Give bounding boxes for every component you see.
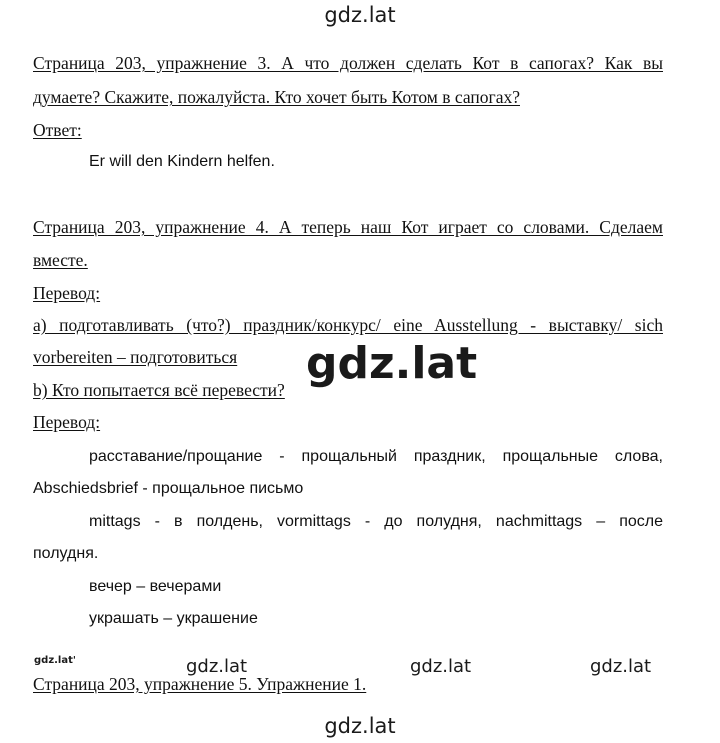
watermark-row-3: gdz.lat [590, 656, 652, 677]
watermark-top: gdz.lat [324, 3, 396, 27]
ex4-p1-line2: Abschiedsbrief - прощальное письмо [33, 480, 304, 497]
ex4-translation-label-2: Перевод: [33, 412, 101, 432]
ex3-answer: Er will den Kindern helfen. [89, 153, 275, 170]
watermark-center: gdz.lat [306, 338, 478, 389]
ex4-item-a-line2: vorbereiten – подготовиться [33, 347, 238, 367]
ex4-heading-line2: вместе. [33, 250, 88, 270]
ex4-item-a-line1: а) подготавливать (что?) праздник/конкурс/ eine Ausstellung - выставку/ sich [33, 315, 663, 335]
ex4-translation-label-1: Перевод: [33, 283, 101, 303]
ex4-p4: украшать – украшение [89, 610, 258, 627]
watermark-bottom: gdz.lat [324, 714, 396, 738]
watermark-row-2: gdz.lat [410, 656, 472, 677]
watermark-tiny: gdz.lat' [34, 655, 76, 666]
ex4-heading-line1: Страница 203, упражнение 4. А теперь наш Кот играет со словами. Сделаем [33, 217, 663, 237]
ex3-heading-line1: Страница 203, упражнение 3. А что должен сделать Кот в сапогах? Как вы [33, 53, 663, 73]
ex3-heading-line2: думаете? Скажите, пожалуйста. Кто хочет быть Котом в сапогах? [33, 87, 520, 107]
ex3-answer-label: Ответ: [33, 120, 82, 140]
watermark-row-1: gdz.lat [186, 656, 248, 677]
ex4-p1-line1: расставание/прощание - прощальный праздник, прощальные слова, [89, 448, 663, 465]
ex4-item-b: b) Кто попытается всё перевести? [33, 380, 285, 400]
ex4-p2-line2: полудня. [33, 545, 99, 562]
ex4-p2-line1: mittags - в полдень, vormittags - до полудня, nachmittags – после [89, 513, 663, 530]
ex4-p3: вечер – вечерами [89, 578, 222, 595]
ex5-heading: Страница 203, упражнение 5. Упражнение 1. [33, 674, 367, 694]
